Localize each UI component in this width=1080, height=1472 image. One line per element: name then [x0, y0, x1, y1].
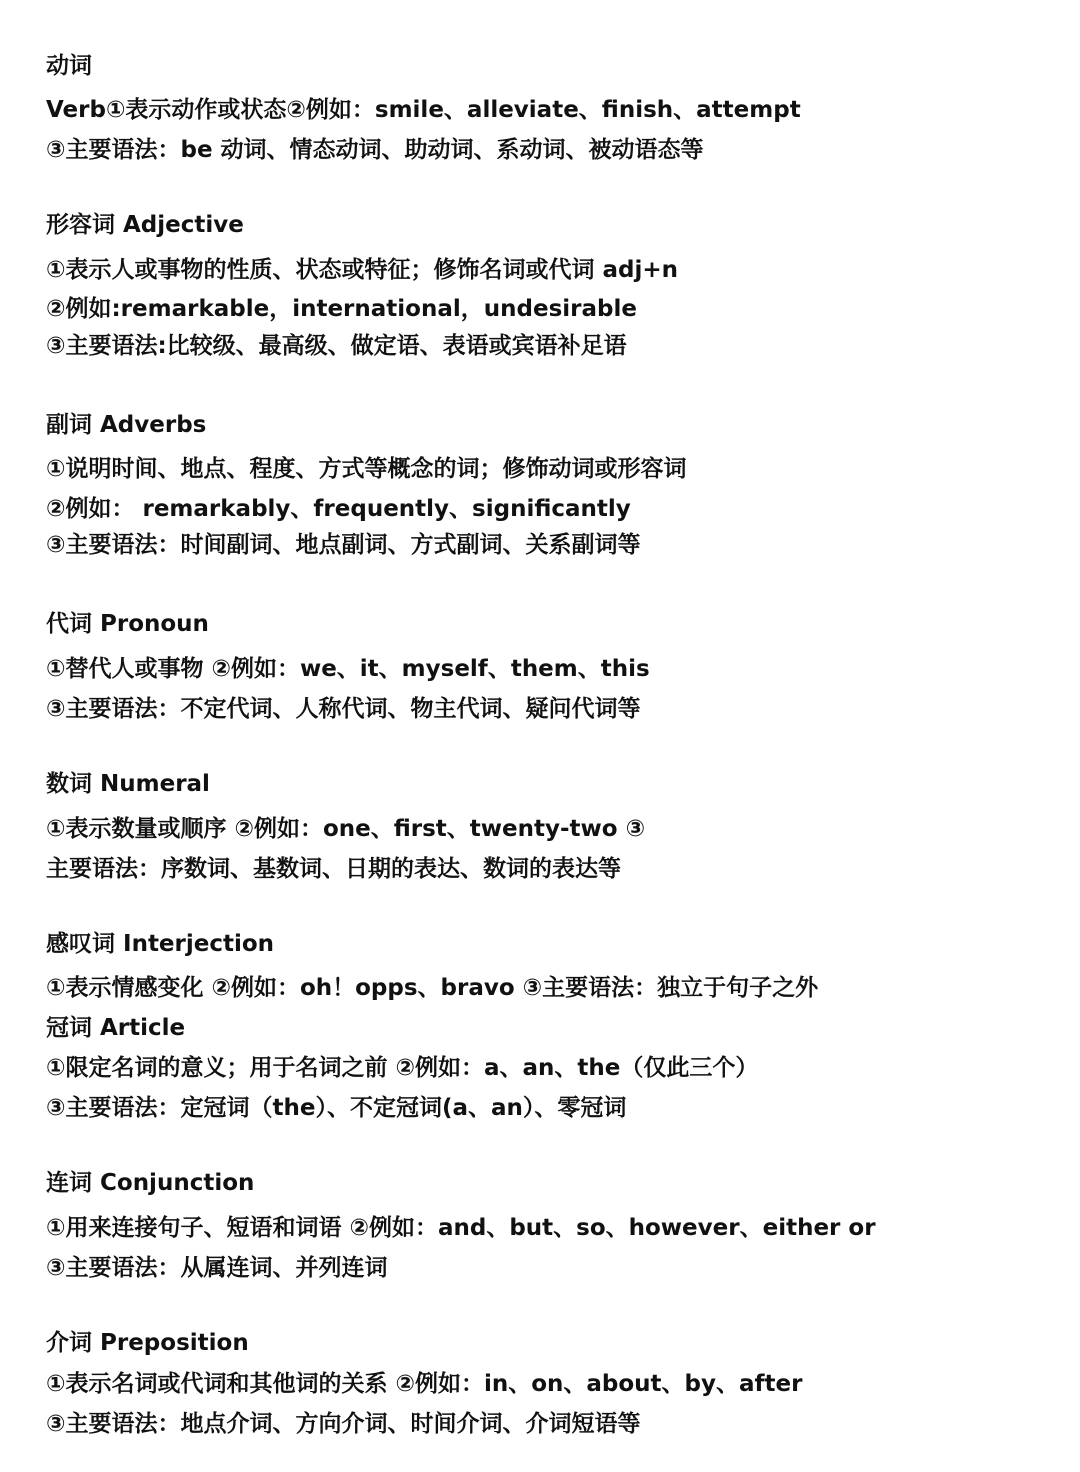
section-heading-pronoun: 代词 Pronoun	[46, 611, 209, 637]
numeral-line-1: ①表示数量或顺序 ②例如：one、first、twenty-two ③	[46, 816, 646, 842]
adjective-line-1: ①表示人或事物的性质、状态或特征；修饰名词或代词 adj+n	[46, 257, 678, 283]
section-heading-adjective: 形容词 Adjective	[46, 212, 244, 238]
section-heading-conjunction: 连词 Conjunction	[46, 1170, 255, 1196]
adjective-line-3: ③主要语法:比较级、最高级、做定语、表语或宾语补足语	[46, 333, 627, 359]
conjunction-line-2: ③主要语法：从属连词、并列连词	[46, 1255, 388, 1281]
article-line-1: ①限定名词的意义；用于名词之前 ②例如：a、an、the（仅此三个）	[46, 1055, 759, 1081]
section-heading-verb: 动词	[46, 53, 92, 79]
interjection-line-1: ①表示情感变化 ②例如：oh！opps、bravo ③主要语法：独立于句子之外	[46, 975, 819, 1001]
adverbs-line-1: ①说明时间、地点、程度、方式等概念的词；修饰动词或形容词	[46, 456, 687, 482]
preposition-line-2: ③主要语法：地点介词、方向介词、时间介词、介词短语等	[46, 1411, 641, 1437]
adverbs-line-2: ②例如： remarkably、frequently、significantly	[46, 496, 631, 522]
section-heading-preposition: 介词 Preposition	[46, 1330, 249, 1356]
conjunction-line-1: ①用来连接句子、短语和词语 ②例如：and、but、so、however、either or	[46, 1215, 876, 1241]
numeral-line-2: 主要语法：序数词、基数词、日期的表达、数词的表达等	[46, 856, 621, 882]
pronoun-line-1: ①替代人或事物 ②例如：we、it、myself、them、this	[46, 656, 650, 682]
verb-line-1: Verb①表示动作或状态②例如：smile、alleviate、finish、attempt	[46, 97, 801, 123]
pronoun-line-2: ③主要语法：不定代词、人称代词、物主代词、疑问代词等	[46, 696, 641, 722]
section-heading-interjection: 感叹词 Interjection	[46, 931, 275, 957]
section-heading-adverbs: 副词 Adverbs	[46, 412, 207, 438]
preposition-line-1: ①表示名词或代词和其他词的关系 ②例如：in、on、about、by、after	[46, 1371, 803, 1397]
section-heading-numeral: 数词 Numeral	[46, 771, 210, 797]
article-line-2: ③主要语法：定冠词（the）、不定冠词(a、an）、零冠词	[46, 1095, 627, 1121]
verb-line-2: ③主要语法：be 动词、情态动词、助动词、系动词、被动语态等	[46, 137, 704, 163]
section-heading-article: 冠词 Article	[46, 1015, 186, 1041]
adjective-line-2: ②例如:remarkable，international，undesirable	[46, 296, 637, 322]
adverbs-line-3: ③主要语法：时间副词、地点副词、方式副词、关系副词等	[46, 532, 641, 558]
